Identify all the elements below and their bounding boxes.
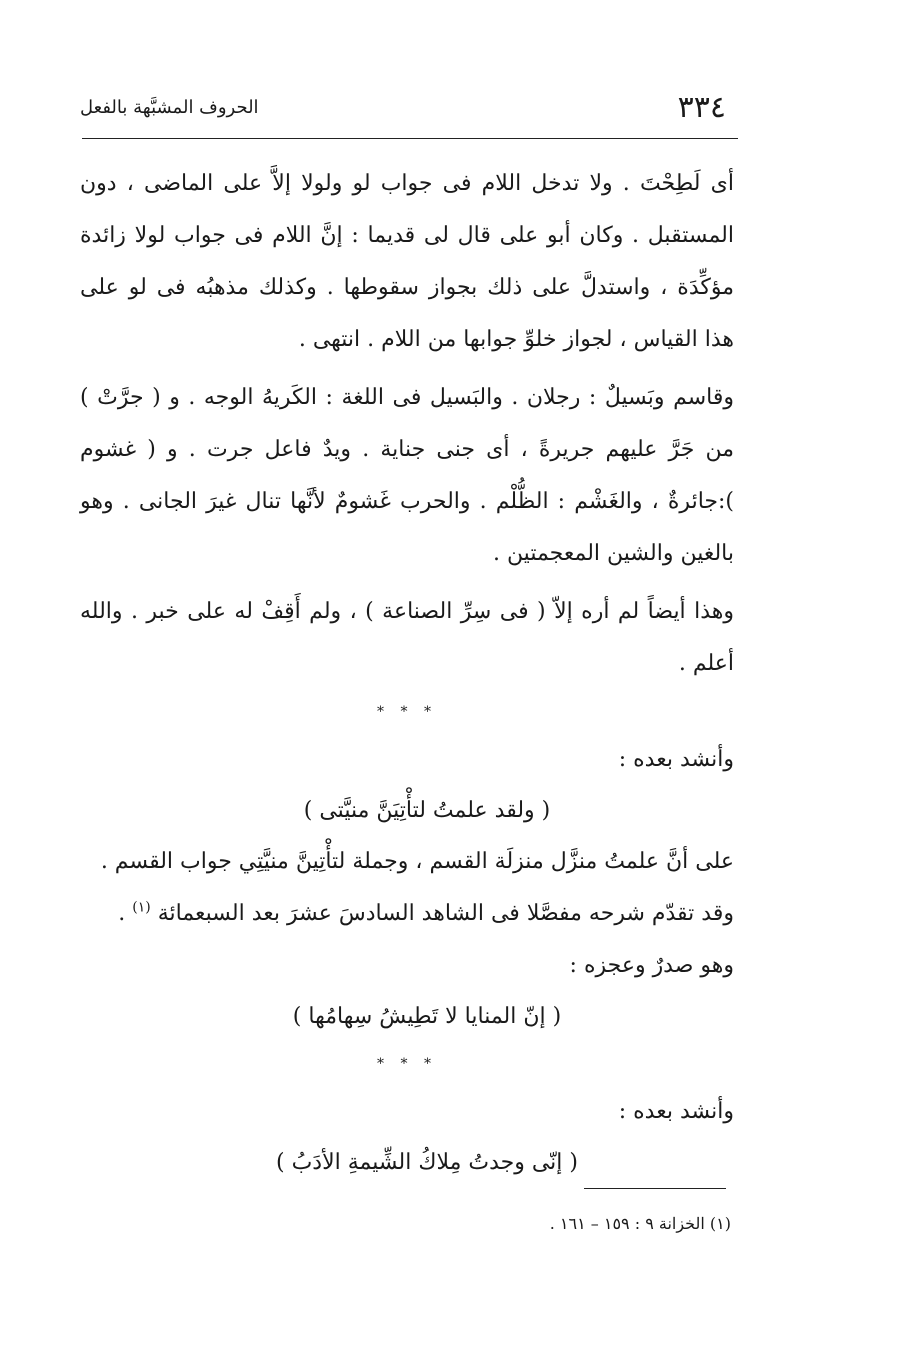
footnote: (١) الخزانة ٩ : ١٥٩ – ١٦١ .	[549, 1214, 731, 1233]
paragraph-2: وقاسم وبَسيلٌ : رجلان . والبَسيل فى اللغة : الكَريهُ الوجه . و ( جرَّتْ ) من جَرَّ عليهم جريرةً ، أى جنى جناية . ويدٌ فاعل جرت . و ( غشوم ):جائرةٌ ، والغَشْم : الظُّلْم . والحرب غَشومٌ لأنَّها تنال غيرَ الجانى . وهو بالغين والشين المعجمتين .	[80, 385, 734, 566]
page-number: ٣٣٤	[677, 90, 726, 125]
paragraph-1: أى لَطِحْتَ . ولا تدخل اللام فى جواب لو ولولا إلاَّ على الماضى ، دون المستقبل . وكان أبو على قال لى قديما : إنَّ اللام فى جواب لولا زائدة مؤكِّدَة ، واستدلَّ على ذلك بجواز سقوطها . وكذلك مذهبُه فى لو على هذا القياس ، لجواز خلوِّ جوابها من اللام . انتهى .	[80, 171, 734, 352]
verse-2: ( إنّ المنايا لا تَطِيشُ سِهامُها )	[292, 1004, 562, 1029]
running-title: الحروف المشبَّهة بالفعل	[80, 97, 259, 118]
paragraph-6-end: .	[118, 901, 133, 926]
header-divider	[82, 138, 738, 139]
paragraph-4: وأنشد بعده :	[618, 747, 734, 772]
footnote-divider	[584, 1188, 726, 1189]
section-separator-2: * * *	[377, 1056, 437, 1072]
page-header	[80, 88, 736, 128]
footnote-marker: (١)	[132, 899, 151, 916]
paragraph-3: وهذا أيضاً لم أره إلاّ ( فى سِرِّ الصناعة ) ، ولم أَقِفْ له على خبر . والله أعلم .	[80, 599, 734, 676]
paragraph-5: على أنَّ علمتُ منزَّل منزلَة القسم ، وجملة لتأْتِينَّ منيَّتِي جواب القسم .	[100, 849, 734, 874]
paragraph-6	[80, 888, 734, 940]
paragraph-8: وأنشد بعده :	[618, 1099, 734, 1124]
main-text	[80, 158, 734, 1188]
verse-1: ( ولقد علمتُ لتأْتِيَنَّ منيَّتى )	[303, 798, 551, 823]
section-separator-1: * * *	[377, 704, 437, 720]
paragraph-6-text: وقد تقدّم شرحه مفصَّلا فى الشاهد السادسَ عشرَ بعد السبعمائة	[157, 901, 734, 926]
verse-3: ( إنّى وجدتُ مِلاكُ الشِّيمةِ الأدَبُ )	[276, 1150, 578, 1175]
paragraph-7: وهو صدرٌ وعجزه :	[569, 953, 734, 978]
